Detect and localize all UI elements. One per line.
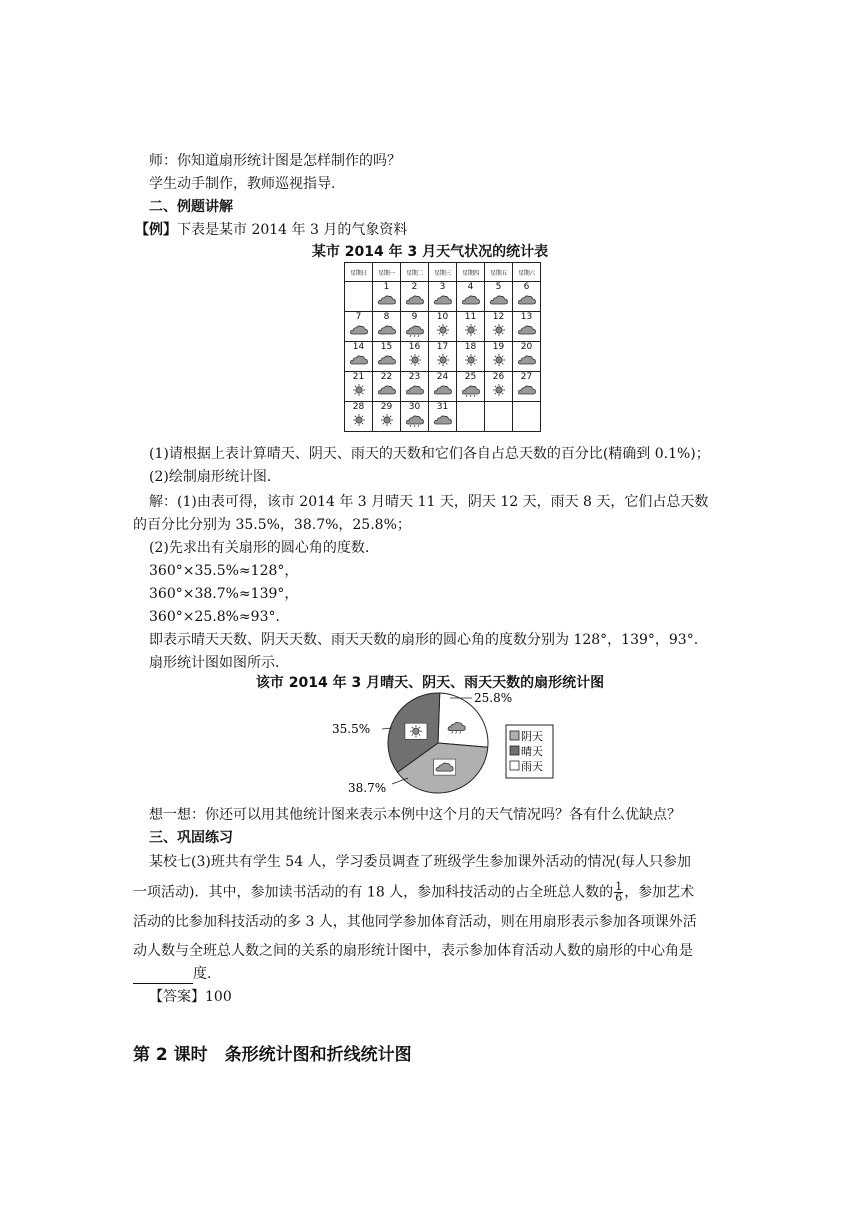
sunny-icon <box>489 353 509 367</box>
sunny-icon <box>489 383 509 397</box>
sunny-icon <box>433 323 453 337</box>
legend-label: 雨天 <box>521 760 543 773</box>
day-number: 5 <box>495 282 502 292</box>
fraction-numerator: 1 <box>615 880 623 893</box>
table-row <box>345 282 541 312</box>
day-number: 23 <box>408 372 421 382</box>
day-number: 14 <box>352 342 365 352</box>
cloudy-icon <box>517 323 537 337</box>
day-cell <box>401 372 429 402</box>
calc-line: 360°×35.5%≈128°， <box>149 563 299 579</box>
day-number: 1 <box>383 282 390 292</box>
sunny-icon <box>489 323 509 337</box>
table-row <box>345 402 541 432</box>
cloudy-icon <box>349 323 369 337</box>
cloudy-icon <box>434 759 456 775</box>
day-number: 17 <box>436 342 449 352</box>
day-number: 27 <box>520 372 533 382</box>
day-cell <box>457 342 485 372</box>
weekday-header: 星期四 <box>457 263 485 282</box>
day-cell <box>345 402 373 432</box>
day-number: 4 <box>467 282 474 292</box>
day-number: 2 <box>411 282 418 292</box>
cloudy-icon <box>433 413 453 427</box>
question-1: (1)请根据上表计算晴天、阴天、雨天的天数和它们各自占总天数的百分比(精确到 0.1%)； <box>149 446 710 462</box>
day-number: 24 <box>436 372 449 382</box>
cloudy-icon <box>377 383 397 397</box>
day-number: 30 <box>408 402 421 412</box>
table-row <box>345 372 541 402</box>
legend-label: 晴天 <box>521 745 543 758</box>
example-tag: 【例】 <box>135 222 177 238</box>
cloudy-icon <box>489 293 509 307</box>
sunny-icon <box>461 323 481 337</box>
day-cell <box>485 312 513 342</box>
day-cell <box>457 372 485 402</box>
cloudy-icon <box>433 293 453 307</box>
day-cell <box>429 402 457 432</box>
rainy-icon <box>405 323 425 337</box>
think-line: 想一想：你还可以用其他统计图来表示本例中这个月的天气情况吗？各有什么优缺点？ <box>149 807 681 823</box>
cloudy-icon <box>461 293 481 307</box>
answer-blank <box>133 969 193 984</box>
day-cell <box>513 372 541 402</box>
slice-label: 35.5% <box>332 722 371 736</box>
text-line: 师：你知道扇形统计图是怎样制作的吗？ <box>149 153 401 169</box>
problem-line <box>133 882 694 903</box>
sunny-icon <box>377 413 397 427</box>
example-intro <box>135 220 407 240</box>
day-number: 15 <box>380 342 393 352</box>
day-cell <box>373 282 401 312</box>
weekday-header: 星期五 <box>485 263 513 282</box>
day-cell <box>373 312 401 342</box>
conclusion-line: 扇形统计图如图所示. <box>149 655 280 671</box>
day-cell <box>429 282 457 312</box>
cloudy-icon <box>517 383 537 397</box>
day-cell <box>485 372 513 402</box>
cloudy-icon <box>377 323 397 337</box>
day-cell <box>401 282 429 312</box>
day-number: 20 <box>520 342 533 352</box>
day-cell <box>485 282 513 312</box>
answer-line: 的百分比分别为 35.5%，38.7%，25.8%； <box>133 517 411 533</box>
problem-line: 活动的比参加科技活动的多 3 人，其他同学参加体育活动，则在用扇形表示参加各项课外活 <box>133 914 697 930</box>
question-2: (2)绘制扇形统计图. <box>149 469 272 485</box>
day-number: 13 <box>520 312 533 322</box>
table-header-row <box>345 263 541 282</box>
fraction <box>614 882 623 903</box>
text-line: 学生动手制作，教师巡视指导. <box>149 176 336 192</box>
day-cell <box>401 342 429 372</box>
answer-line: 解：(1)由表可得，该市 2014 年 3 月晴天 11 天，阴天 12 天，雨天 8 天，它们占总天数 <box>149 494 709 510</box>
section-heading: 三、巩固练习 <box>149 830 233 846</box>
day-number: 7 <box>355 312 362 322</box>
sunny-icon <box>405 353 425 367</box>
day-cell <box>457 402 485 432</box>
weather-calendar-table <box>344 262 541 432</box>
rainy-icon <box>405 413 425 427</box>
sunny-icon <box>433 353 453 367</box>
day-cell <box>429 372 457 402</box>
sunny-icon <box>349 413 369 427</box>
answer-key: 【答案】100 <box>149 989 232 1005</box>
cloudy-icon <box>517 353 537 367</box>
day-cell <box>429 312 457 342</box>
table-title: 某市 2014 年 3 月天气状况的统计表 <box>311 244 549 260</box>
cloudy-icon <box>405 293 425 307</box>
weekday-header: 星期一 <box>373 263 401 282</box>
day-number: 19 <box>492 342 505 352</box>
cloudy-icon <box>377 353 397 367</box>
legend-swatch <box>510 761 519 770</box>
day-number: 9 <box>411 312 418 322</box>
day-number: 21 <box>352 372 365 382</box>
problem-line: 动人数与全班总人数之间的关系的扇形统计图中，表示参加体育活动人数的扇形的中心角是 <box>133 943 693 959</box>
day-cell <box>513 342 541 372</box>
day-cell <box>513 402 541 432</box>
legend-swatch <box>510 731 519 740</box>
chart-legend <box>506 725 553 778</box>
lesson-heading: 第 2 课时 条形统计图和折线统计图 <box>133 1045 412 1065</box>
day-number: 3 <box>439 282 446 292</box>
day-number: 26 <box>492 372 505 382</box>
day-number: 18 <box>464 342 477 352</box>
day-cell <box>373 342 401 372</box>
day-cell <box>373 372 401 402</box>
table-row <box>345 312 541 342</box>
fraction-denominator: 6 <box>615 891 623 904</box>
rainy-icon <box>461 383 481 397</box>
day-number: 11 <box>464 312 477 322</box>
day-number: 28 <box>352 402 365 412</box>
day-number: 8 <box>383 312 390 322</box>
day-cell <box>485 342 513 372</box>
pie-chart <box>330 688 570 800</box>
calc-line: 360°×25.8%≈93°. <box>149 609 280 625</box>
sunny-icon <box>405 723 427 739</box>
cloudy-icon <box>349 353 369 367</box>
day-number: 25 <box>464 372 477 382</box>
day-cell <box>373 402 401 432</box>
day-cell <box>485 402 513 432</box>
weekday-header: 星期日 <box>345 263 373 282</box>
day-number: 10 <box>436 312 449 322</box>
cloudy-icon <box>433 383 453 397</box>
weekday-header: 星期三 <box>429 263 457 282</box>
day-cell <box>401 402 429 432</box>
problem-line <box>133 964 211 984</box>
day-cell <box>345 282 373 312</box>
slice-label: 25.8% <box>474 691 513 705</box>
day-cell <box>457 282 485 312</box>
section-heading: 二、例题讲解 <box>149 199 233 215</box>
cloudy-icon <box>517 293 537 307</box>
weekday-header: 星期二 <box>401 263 429 282</box>
day-cell <box>513 282 541 312</box>
legend-swatch <box>510 746 519 755</box>
day-cell <box>345 372 373 402</box>
cloudy-icon <box>377 293 397 307</box>
day-number: 29 <box>380 402 393 412</box>
chart-title: 该市 2014 年 3 月晴天、阴天、雨天天数的扇形统计图 <box>255 675 605 691</box>
day-number: 22 <box>380 372 393 382</box>
day-number: 12 <box>492 312 505 322</box>
day-number: 6 <box>523 282 530 292</box>
problem-line: 某校七(3)班共有学生 54 人，学习委员调查了班级学生参加课外活动的情况(每人只参加 <box>149 854 692 870</box>
calc-line: 360°×38.7%≈139°， <box>149 586 299 602</box>
problem-text: ，参加艺术 <box>624 884 695 901</box>
day-cell <box>345 342 373 372</box>
cloudy-icon <box>405 383 425 397</box>
table-row <box>345 342 541 372</box>
answer-line: (2)先求出有关扇形的圆心角的度数. <box>149 540 370 556</box>
weekday-header: 星期六 <box>513 263 541 282</box>
day-number: 16 <box>408 342 421 352</box>
day-number: 31 <box>436 402 449 412</box>
sunny-icon <box>461 353 481 367</box>
day-cell <box>457 312 485 342</box>
day-cell <box>513 312 541 342</box>
conclusion-line: 即表示晴天天数、阴天天数、雨天天数的扇形的圆心角的度数分别为 128°，139°，93°. <box>149 632 699 648</box>
problem-text: 一项活动)．其中，参加读书活动的有 18 人，参加科技活动的占全班总人数的 <box>133 884 614 901</box>
example-text: 下表是某市 2014 年 3 月的气象资料 <box>177 222 408 238</box>
sunny-icon <box>349 383 369 397</box>
day-cell <box>429 342 457 372</box>
legend-label: 阴天 <box>521 730 543 743</box>
day-cell <box>401 312 429 342</box>
slice-label: 38.7% <box>348 781 387 795</box>
problem-text: 度. <box>193 966 212 982</box>
day-cell <box>345 312 373 342</box>
